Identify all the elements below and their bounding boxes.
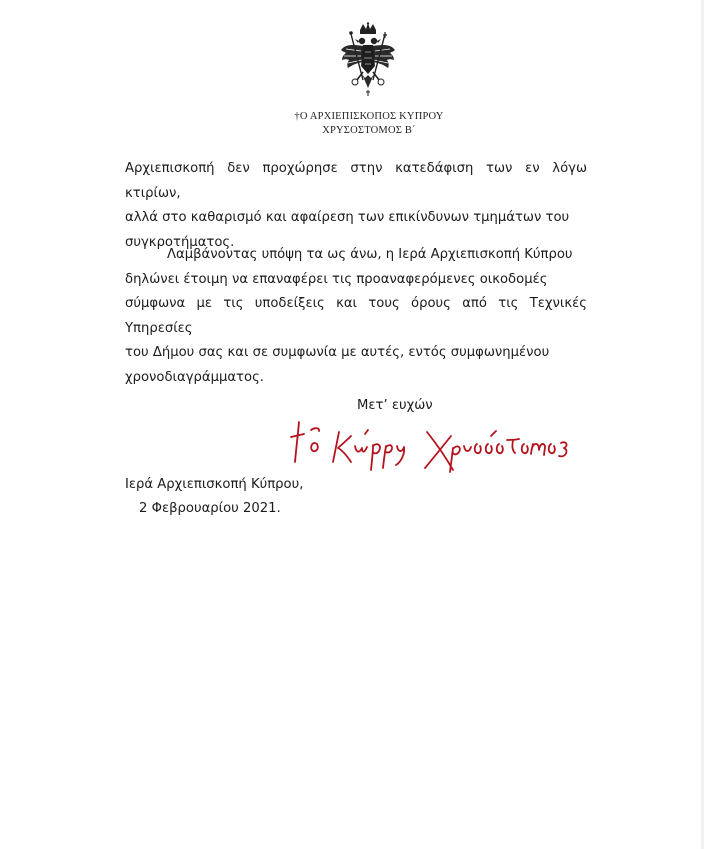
- body-paragraph-2: [125, 243, 587, 390]
- paragraph-line: του Δήμου σας και σε συμφωνία με αυτές, εντός συμφωνημένου: [125, 345, 550, 360]
- closing-salutation: Μετ’ ευχών: [357, 398, 433, 413]
- paragraph-line: Λαμβάνοντας υπόψη τα ως άνω, η Ιερά Αρχιεπισκοπή Κύπρου: [167, 247, 573, 262]
- issuer-title: †Ο ΑΡΧΙΕΠΙΣΚΟΠΟΣ ΚΥΠΡΟΥ: [294, 111, 444, 122]
- issuer-block: [0, 110, 704, 138]
- paragraph-line: σύμφωνα με τις υποδείξεις και τους όρους από τις Τεχνικές Υπηρεσίες: [125, 296, 587, 336]
- paragraph-line: χρονοδιαγράμματος.: [125, 369, 264, 385]
- issuer-name: ΧΡΥΣΟΣΤΟΜΟΣ Β΄: [322, 125, 416, 136]
- handwritten-signature: [285, 410, 575, 480]
- paragraph-line: δηλώνει έτοιμη να επαναφέρει τις προαναφερόμενες οικοδομές: [125, 271, 548, 287]
- double-headed-eagle-emblem-icon: [333, 22, 403, 108]
- paragraph-line: αλλά στο καθαρισμό και αφαίρεση των επικίνδυνων τμημάτων του: [125, 210, 570, 225]
- paragraph-line: συγκροτήματος.: [125, 234, 235, 250]
- body-paragraph-1: [125, 157, 587, 255]
- paragraph-line: Αρχιεπισκοπή δεν προχώρησε στην κατεδάφιση των εν λόγω κτιρίων,: [125, 161, 587, 201]
- sender-place: Ιερά Αρχιεπισκοπή Κύπρου,: [125, 477, 304, 492]
- letterhead: [0, 22, 704, 108]
- letter-date: 2 Φεβρουαρίου 2021.: [139, 501, 281, 516]
